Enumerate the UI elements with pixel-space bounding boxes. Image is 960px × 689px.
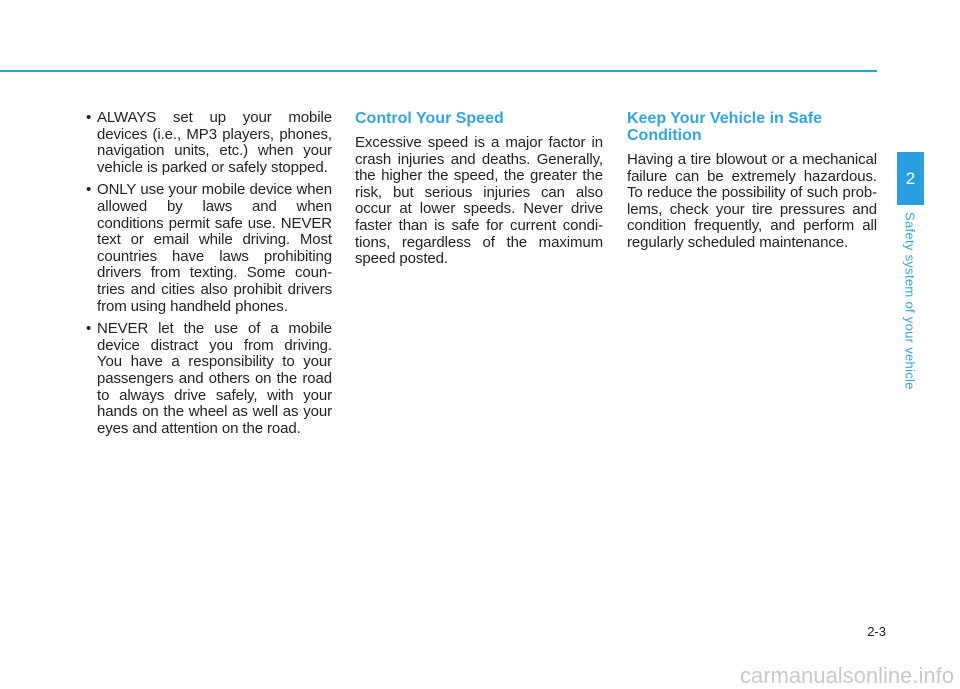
column-middle [355, 110, 603, 268]
section-heading-speed: Control Your Speed [355, 110, 504, 127]
column-left [86, 110, 332, 443]
chapter-title-side [896, 212, 924, 402]
section-body-speed: Excessive speed is a major factor in crash injuries and deaths. Generally, the higher the speed, the greater the risk, but serious injuries can also occur at lower speeds. Never drive faster than is safe for current condi-tions, regardless of the maximum speed posted. [355, 134, 603, 268]
page-number: 2-3 [867, 624, 886, 639]
section-heading-condition: Keep Your Vehicle in Safe Condition [627, 110, 823, 144]
top-divider [0, 70, 877, 72]
bullet-item: • ONLY use your mobile device when allowed by laws and when conditions permit safe use. NEVER text or email while driving. Most countries have laws prohibiting drivers from texting. Some coun-tries and cities also prohibit drivers from using handheld phones. [86, 182, 332, 315]
section-body-condition: Having a tire blowout or a mechanical failure can be extremely hazardous. To reduce the possibility of such prob-lems, check your tire pressures and condition frequently, and perform all regularly scheduled maintenance. [627, 151, 877, 251]
bullet-item: • ALWAYS set up your mobile devices (i.e., MP3 players, phones, navigation units, etc.) when your vehicle is parked or safely stopped. [86, 110, 332, 176]
bullet-item: • NEVER let the use of a mobile device distract you from driving. You have a responsibility to your passengers and others on the road to always drive safely, with your hands on the wheel as well as your eyes and attention on the road. [86, 321, 332, 437]
chapter-title: Safety system of your vehicle [902, 212, 918, 390]
column-right [627, 110, 877, 252]
mobile-device-bullets [86, 110, 332, 437]
watermark: carmanualsonline.info [739, 663, 954, 688]
chapter-number-tab: 2 [897, 152, 924, 205]
